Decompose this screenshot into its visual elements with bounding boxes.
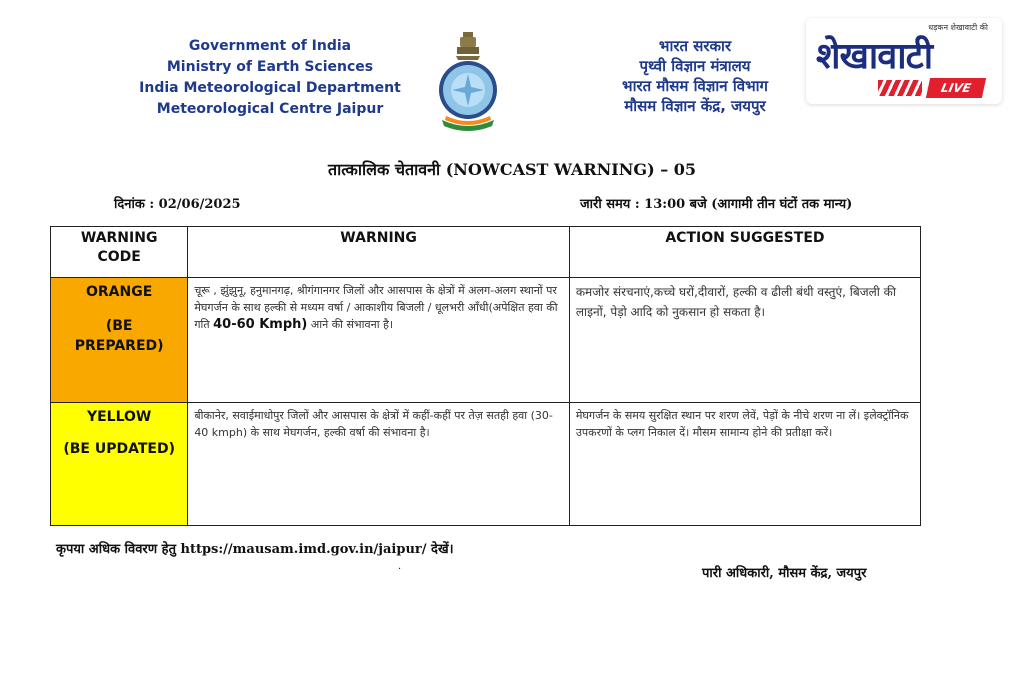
brand-name: शेखावाटी xyxy=(816,36,933,77)
header-warning: WARNING xyxy=(188,227,570,278)
brand-live-badge: LIVE xyxy=(926,78,986,98)
code-sub-label: (BE xyxy=(105,318,133,334)
header-english-line: Government of India xyxy=(188,38,352,54)
action-text-yellow: मेघगर्जन के समय सुरक्षित स्थान पर शरण लेवें, पेड़ों के नीचे शरण ना लें। इलेक्ट्रॉनिक उपकरणों के प्लग निकाल दें। मौसम सामान्य होने की प्रतीक्षा करें। xyxy=(569,403,920,526)
more-info-link-text: कृपया अधिक विवरण हेतु https://mausam.imd.gov.in/jaipur/ देखें। xyxy=(56,542,454,557)
header-english xyxy=(120,36,420,120)
header-hindi-line: मौसम विज्ञान केंद्र, जयपुर xyxy=(624,97,766,115)
code-cell-orange xyxy=(51,278,188,403)
header-english-line: Meteorological Centre Jaipur xyxy=(156,101,384,117)
action-text-orange: कमजोर संरचनाएं,कच्चे घरों,दीवारों, हल्की व ढीली बंधी वस्तुएं, बिजली की लाइनों, पेड़ो आदि को नुकसान हो सकता है। xyxy=(569,278,920,403)
code-sub-label: PREPARED) xyxy=(74,338,164,354)
header-english-line: India Meteorological Department xyxy=(139,80,401,96)
table-row xyxy=(51,403,921,526)
header-english-line: Ministry of Earth Sciences xyxy=(166,59,374,75)
stray-dot: · xyxy=(398,564,402,575)
table-row xyxy=(51,278,921,403)
shekhawati-live-logo xyxy=(806,18,1002,104)
code-cell-yellow xyxy=(51,403,188,526)
header-hindi-line: पृथ्वी विज्ञान मंत्रालय xyxy=(639,57,751,75)
code-sub-label: (BE UPDATED) xyxy=(63,441,175,457)
brand-tagline: धड़कन शेखावाटी की xyxy=(928,23,988,32)
header-hindi-line: भारत सरकार xyxy=(658,37,732,55)
table-header-row xyxy=(51,227,921,278)
header-action: ACTION SUGGESTED xyxy=(569,227,920,278)
document-title: तात्कालिक चेतावनी (NOWCAST WARNING) – 05 xyxy=(327,160,697,179)
header-hindi-line: भारत मौसम विज्ञान विभाग xyxy=(622,77,768,95)
signature: पारी अधिकारी, मौसम केंद्र, जयपुर xyxy=(702,566,867,581)
warning-text-part: चूरू , झुंझुनू, हनुमानगढ़, श्रीगंगानगर जिलों और आसपास के क्षेत्रों में अलग-अलग स्थानों पर मेघगर्जन के साथ हल्की से मध्यम वर्षा / आकाशीय बिजली / धूलभरी आँधी(अपेक्षित हवा की गति xyxy=(194,284,558,331)
code-label: ORANGE xyxy=(86,284,153,300)
header-code-line: WARNING xyxy=(80,230,158,246)
header-warning-code xyxy=(51,227,188,278)
wind-speed-bold: 40-60 Kmph) xyxy=(213,317,308,332)
issue-time: जारी समय : 13:00 बजे (आगामी तीन घंटों तक मान्य) xyxy=(580,197,853,212)
issue-date: दिनांक : 02/06/2025 xyxy=(114,197,241,212)
brand-stripes xyxy=(878,80,922,96)
warning-text-orange xyxy=(188,278,570,403)
warning-text-part: आने की संभावना है। xyxy=(307,318,394,331)
warning-table xyxy=(50,226,921,526)
header-code-line: CODE xyxy=(97,249,141,265)
warning-text-yellow: बीकानेर, सवाईमाधोपुर जिलों और आसपास के क्षेत्रों में कहीं-कहीं पर तेज़ सतही हवा (30-40 kmph) के साथ मेघगर्जन, हल्की वर्षा की संभावना है। xyxy=(188,403,570,526)
header-hindi xyxy=(585,36,805,116)
code-label: YELLOW xyxy=(86,409,152,425)
imd-emblem-icon xyxy=(436,30,500,134)
